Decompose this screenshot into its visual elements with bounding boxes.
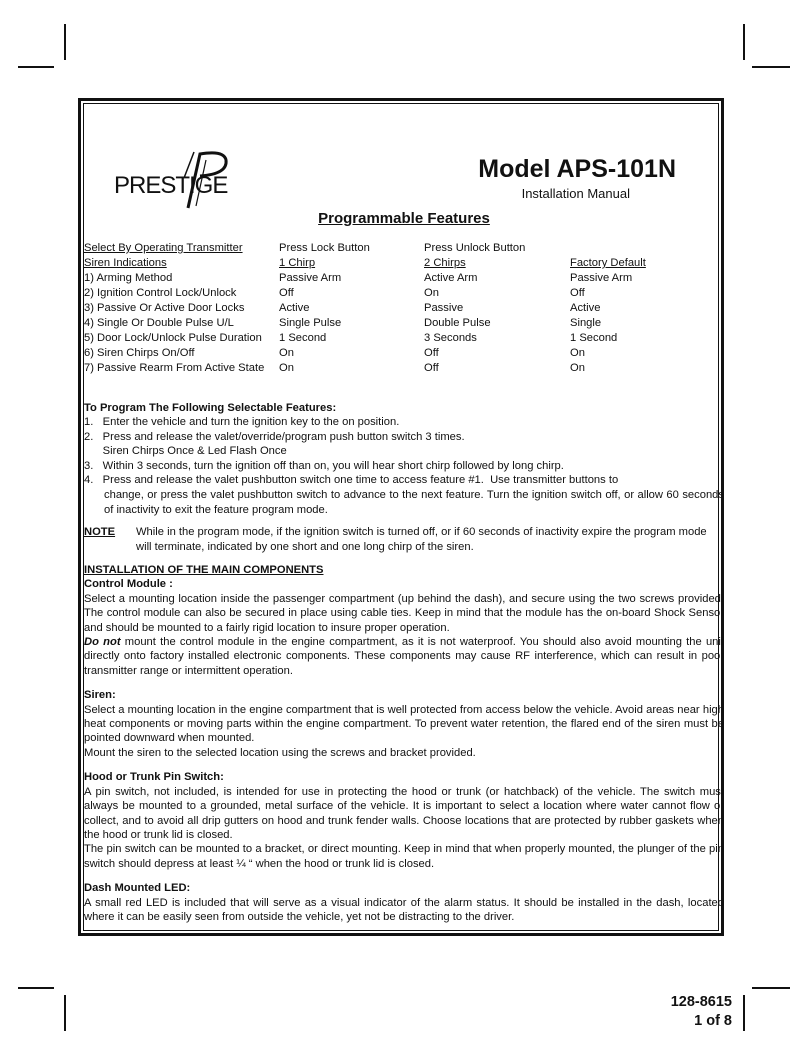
- program-heading: To Program The Following Selectable Features:: [84, 402, 337, 414]
- crop-mark-bottom-right-v: [743, 995, 745, 1031]
- logo-wordmark: PRESTIGE: [114, 172, 228, 199]
- table-cell: Passive Arm: [570, 272, 633, 284]
- table-cell: On: [279, 362, 294, 374]
- table-cell: 3 Seconds: [424, 332, 477, 344]
- table-cell: Off: [424, 347, 439, 359]
- siren-mount-paragraph: Mount the siren to the selected location using the screws and bracket provided.: [84, 746, 476, 759]
- table-cell: On: [570, 362, 585, 374]
- program-steps: [84, 415, 724, 487]
- control-module-warning: [84, 635, 724, 678]
- manual-subtitle: Installation Manual: [521, 186, 630, 201]
- table-subheader-row: [84, 257, 690, 272]
- table-header-row: [84, 242, 690, 257]
- header-cell: Press Lock Button: [279, 242, 370, 254]
- table-cell: On: [570, 347, 585, 359]
- list-item: 4. Press and release the valet pushbutton switch one time to access feature #1. Use transmitter buttons to: [84, 474, 619, 487]
- control-module-warning-text: mount the control module in the engine compartment, as it is not waterproof. You should also avoid mounting the unit directly onto factory installed electronic components. These components may cause RF interference, which can result in poor transmitter range or intermittent operation.: [84, 636, 724, 677]
- table-row: [84, 332, 690, 347]
- model-title: Model APS-101N: [478, 155, 676, 183]
- subheader-cell: Factory Default: [570, 257, 646, 269]
- crop-mark-top-right-h: [752, 66, 790, 68]
- table-cell: Off: [570, 287, 585, 299]
- program-section: [84, 401, 724, 554]
- table-cell: Off: [424, 362, 439, 374]
- installation-heading: INSTALLATION OF THE MAIN COMPONENTS: [84, 564, 324, 576]
- subheader-cell: 1 Chirp: [279, 257, 316, 269]
- control-module-heading: Control Module :: [84, 578, 173, 591]
- crop-mark-bottom-left-v: [64, 995, 66, 1031]
- crop-mark-top-left-v: [64, 24, 66, 60]
- table-row: [84, 287, 690, 302]
- note-text: While in the program mode, if the ignition switch is turned off, or if 60 seconds of inactivity expire the program mode will terminate, indicated by one short and one long chirp of the siren.: [136, 526, 707, 553]
- siren-heading: Siren:: [84, 689, 116, 702]
- table-row: [84, 302, 690, 317]
- table-cell: 4) Single Or Double Pulse U/L: [84, 317, 234, 329]
- table-cell: 5) Door Lock/Unlock Pulse Duration: [84, 332, 262, 344]
- crop-mark-bottom-right-h: [752, 987, 790, 989]
- table-cell: 2) Ignition Control Lock/Unlock: [84, 287, 237, 299]
- table-cell: 1 Second: [279, 332, 327, 344]
- header-cell: [570, 242, 690, 257]
- led-paragraph: A small red LED is included that will serve as a visual indicator of the alarm status. It should be installed in the dash, located where it can be easily seen from outside the vehicle, yet not be distracting to the driver.: [84, 896, 724, 923]
- crop-mark-top-right-v: [743, 24, 745, 60]
- page-number: 1 of 8: [694, 1013, 732, 1029]
- subheader-cell: Siren Indications: [84, 257, 167, 269]
- subheader-cell: 2 Chirps: [424, 257, 466, 269]
- table-cell: 3) Passive Or Active Door Locks: [84, 302, 245, 314]
- table-cell: Active: [570, 302, 601, 314]
- table-cell: 1) Arming Method: [84, 272, 173, 284]
- table-row: [84, 347, 690, 362]
- control-module-paragraph: Select a mounting location inside the passenger compartment (up behind the dash), and secure using the two screws provided. The control module can also be secured in place using cable ties. Keep in mind that the module has the on-board Shock Sensor and should be mounted to a fairly rigid location to insure proper operation.: [84, 592, 724, 634]
- table-cell: 6) Siren Chirps On/Off: [84, 347, 195, 359]
- led-heading: Dash Mounted LED:: [84, 882, 191, 895]
- document-number: 128-8615: [670, 994, 732, 1010]
- list-item: 1. Enter the vehicle and turn the ignition key to the on position.: [84, 416, 400, 429]
- prestige-logo: [114, 148, 264, 210]
- table-cell: 7) Passive Rearm From Active State: [84, 362, 265, 374]
- table-cell: Off: [279, 287, 294, 299]
- table-row: [84, 362, 690, 377]
- table-row: [84, 272, 690, 287]
- note-block: [84, 525, 724, 554]
- table-cell: On: [279, 347, 294, 359]
- features-table: [84, 242, 690, 377]
- table-cell: Active Arm: [424, 272, 478, 284]
- table-row: [84, 317, 690, 332]
- table-cell: Single Pulse: [279, 317, 342, 329]
- step-4-continuation: change, or press the valet pushbutton switch to advance to the next feature. Turn the ignition switch off, or allow 60 seconds of inactivity to exit the feature program mode.: [104, 489, 724, 516]
- list-item: 2. Press and release the valet/override/program push button switch 3 times.: [84, 430, 465, 443]
- crop-mark-bottom-left-h: [18, 987, 54, 989]
- crop-mark-top-left-h: [18, 66, 54, 68]
- pin-switch-heading: Hood or Trunk Pin Switch:: [84, 771, 224, 784]
- table-cell: Passive: [424, 302, 464, 314]
- table-cell: Single: [570, 317, 602, 329]
- note-label: NOTE: [84, 526, 116, 539]
- table-cell: Double Pulse: [424, 317, 491, 329]
- pin-switch-mount-paragraph: The pin switch can be mounted to a bracket, or direct mounting. Keep in mind that when properly mounted, the plunger of the pin switch should depress at least ¼ “ when the hood or trunk lid is closed.: [84, 843, 724, 870]
- table-cell: Passive Arm: [279, 272, 342, 284]
- table-cell: On: [424, 287, 439, 299]
- pin-switch-paragraph: A pin switch, not included, is intended for use in protecting the hood or trunk (or hatchback) of the vehicle. The switch must always be mounted to a grounded, metal surface of the vehicle. It is important to select a location where water cannot flow or collect, and to avoid all drip gutters on hood and trunk fender walls. Choose locations that are protected by rubber gaskets when the hood or trunk lid is closed.: [84, 785, 724, 841]
- table-cell: 1 Second: [570, 332, 618, 344]
- list-item: 3. Within 3 seconds, turn the ignition off than on, you will hear short chirp followed by long chirp.: [84, 459, 564, 472]
- section-title: Programmable Features: [318, 210, 490, 227]
- do-not-emphasis: Do not: [84, 636, 121, 649]
- list-item: Siren Chirps Once & Led Flash Once: [84, 445, 287, 458]
- table-cell: Active: [279, 302, 310, 314]
- header-cell: Select By Operating Transmitter: [84, 242, 243, 254]
- siren-paragraph: Select a mounting location in the engine compartment that is well protected from access below the vehicle. Avoid areas near high heat components or moving parts within the engine compartment. To prevent water retention, the flared end of the siren must be pointed downward when mounted.: [84, 703, 724, 745]
- installation-section: [84, 563, 724, 924]
- header-cell: Press Unlock Button: [424, 242, 526, 254]
